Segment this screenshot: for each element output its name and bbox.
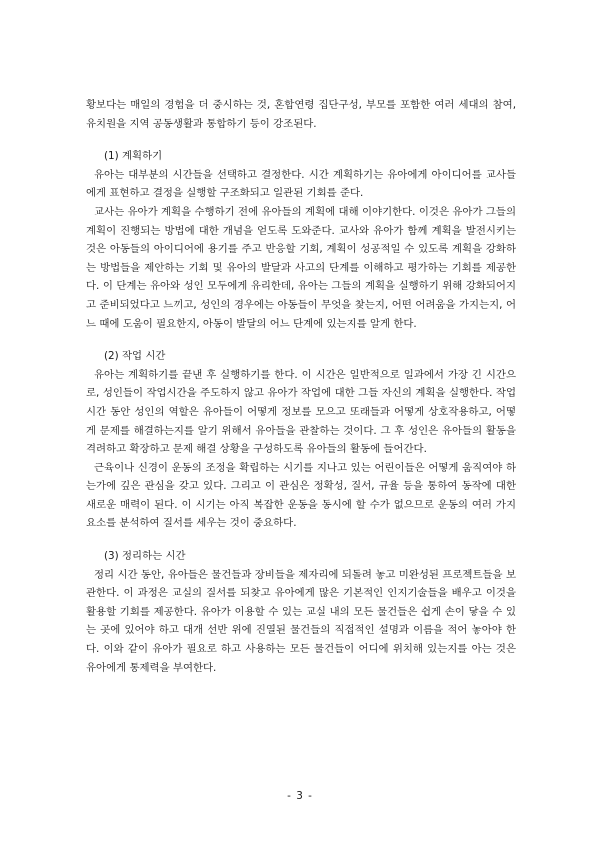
intro-paragraph: 황보다는 매일의 경험을 더 중시하는 것, 혼합연령 집단구성, 부모를 포함한 여러 세대의 참여, 유치원을 지역 공동생활과 통합하기 등이 강조된다. [86, 99, 516, 130]
section-title: (3) 정리하는 시간 [104, 550, 186, 563]
section-planning [86, 147, 516, 333]
paragraph: 유아는 대부분의 시간들을 선택하고 결정한다. 시간 계획하기는 유아에게 아이디어를 교사들에게 표현하고 결정을 실행할 구조화되고 일관된 기회를 준다. [86, 168, 516, 200]
page-body [86, 96, 516, 677]
section-title: (1) 계획하기 [104, 150, 163, 163]
paragraph: 근육이나 신경이 운동의 조정을 확립하는 시기를 지나고 있는 어린이들은 어떻게 움직여야 하는가에 깊은 관심을 갖고 있다. 그리고 이 관심은 정확성, 질서, 규율 등을 통하여 동작에 대한 새로운 매력이 된다. 이 시기는 아직 복잡한 운동을 동시에 할 수가 없으므로 운동의 여러 가지 요소를 분석하여 질서를 세우는 것이 중요하다. [86, 461, 516, 530]
paragraph: 교사는 유아가 계획을 수행하기 전에 유아들의 계획에 대해 이야기한다. 이것은 유아가 그들의 계획이 진행되는 방법에 대한 개념을 얻도록 도와준다. 교사와 유아가 함께 계획을 발전시키는 것은 아동들의 아이디어에 용기를 주고 반응할 기회, 계획이 성공적일 수 있도록 계획을 강화하는 방법들을 제안하는 기회 및 유아의 발달과 사고의 단계를 이해하고 평가하는 기회를 제공한다. 이 단계는 유아와 성인 모두에게 유리한데, 유아는 그들의 계획을 실행하기 위해 강화되어지고 준비되었다고 느끼고, 성인의 경우에는 아동들이 무엇을 찾는지, 어떤 어려움을 가지는지, 어느 때에 도움이 필요한지, 아동이 발달의 어느 단계에 있는지를 알게 한다. [86, 205, 516, 330]
section-title: (2) 작업 시간 [104, 350, 166, 363]
section-work-time [86, 347, 516, 533]
paragraph: 유아는 계획하기를 끝낸 후 실행하기를 한다. 이 시간은 일반적으로 일과에서 가장 긴 시간으로, 성인들이 작업시간을 주도하지 않고 유아가 작업에 대한 그들 자신의 계획을 실행한다. 작업시간 동안 성인의 역할은 유아들이 어떻게 정보를 모으고 또래들과 어떻게 상호작용하고, 어떻게 문제를 해결하는지를 알기 위해서 유아들을 관찰하는 것이다. 그 후 성인은 유아들의 활동을 격려하고 확장하고 문제 해결 상황을 구성하도록 유아들의 활동에 들어간다. [86, 368, 516, 456]
section-cleanup-time [86, 547, 516, 677]
paragraph: 정리 시간 동안, 유아들은 물건들과 장비들을 제자리에 되돌려 놓고 미완성된 프로젝트들을 보관한다. 이 과정은 교실의 질서를 되찾고 유아에게 많은 기본적인 인지기술들을 배우고 이것을 활용할 기회를 제공한다. 유아가 이용할 수 있는 교실 내의 모든 물건들은 쉽게 손이 닿을 수 있는 곳에 있어야 하고 대개 선반 위에 진열된 물건들의 직접적인 설명과 이름을 적어 놓아야 한다. 이와 같이 유아가 필요로 하고 사용하는 모든 물건들이 어디에 위치해 있는지를 아는 것은 유아에게 통제력을 부여한다. [86, 568, 516, 674]
page-number: - 3 - [287, 790, 313, 802]
